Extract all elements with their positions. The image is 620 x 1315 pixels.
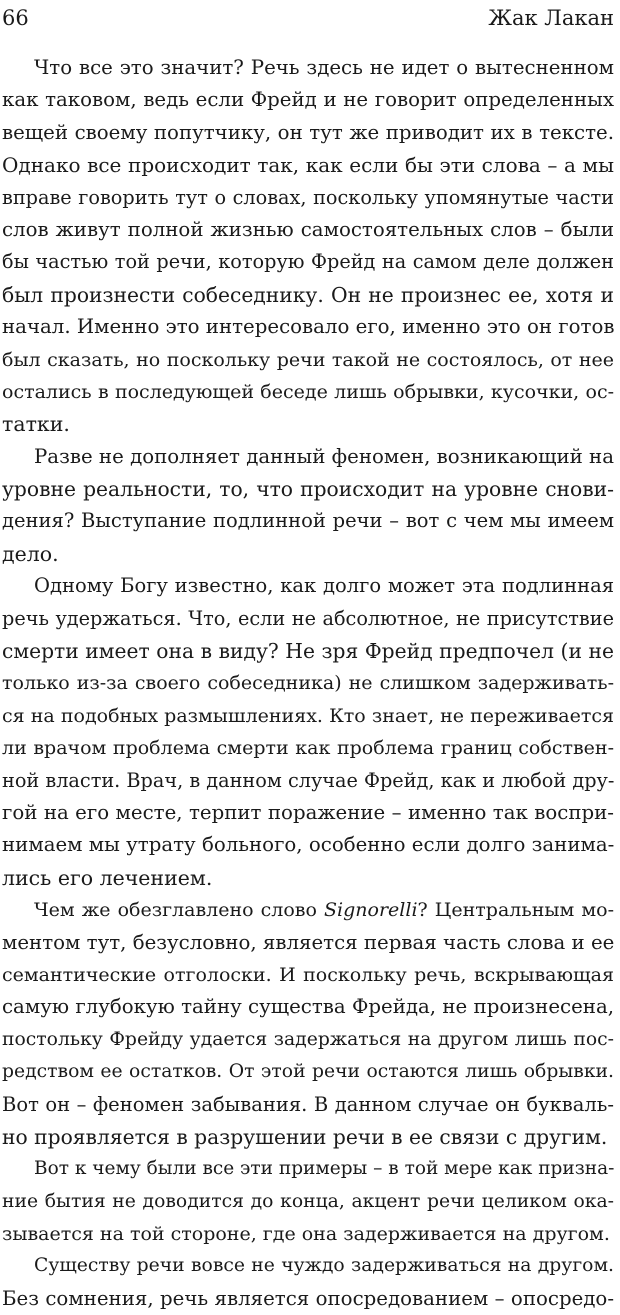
text-line: лись его лечением.	[2, 865, 213, 890]
text-line: самую глубокую тайну существа Фрейда, не произнесена,	[2, 995, 614, 1019]
running-head: Жак Лакан	[488, 6, 614, 30]
text-line: постольку Фрейду удается задержаться на другом лишь пос-	[2, 1028, 614, 1050]
text-line: ся на подобных размышлениях. Кто знает, не переживается	[2, 704, 614, 727]
text-line: Одному Богу известно, как долго может эта подлинная	[34, 574, 614, 598]
text-line: ментом тут, безусловно, является первая часть слова и ее	[2, 930, 615, 954]
text-line: зывается на той стороне, где она задерживается на другом.	[2, 1223, 610, 1246]
text-line: ли врачом проблема смерти как проблема границ собствен-	[2, 737, 614, 760]
text-line: только из-за своего собеседника) не слишком задерживать-	[2, 672, 614, 695]
text-line: Без сомнения, речь является опосредованием – опосредо-	[2, 1286, 614, 1310]
text-line: смерти имеет она в виду? Не зря Фрейд предпочел (и не	[2, 639, 614, 664]
text-line: татки.	[2, 412, 70, 437]
text-line: бы частью той речи, которую Фрейд на самом деле должен	[2, 250, 614, 274]
page-header	[0, 0, 620, 40]
text-line: но проявляется в разрушении речи в ее связи с другим.	[2, 1124, 608, 1149]
text-line: остались в последующей беседе лишь обрывки, кусочки, ос-	[2, 380, 614, 403]
text-line: уровне реальности, то, что происходит на уровне снови-	[2, 477, 614, 502]
text-line: семантические отголоски. И поскольку речь, вскрывающая	[2, 963, 614, 986]
text-line: речь удержаться. Что, если не абсолютное, не присутствие	[2, 606, 614, 630]
text-line: начал. Именно это интересовало его, именно это он готов	[2, 315, 615, 339]
text-line: дело.	[2, 541, 59, 566]
text-segment: Чем же обезглавлено слово	[34, 899, 325, 922]
text-line: гой на его месте, терпит поражение – именно так воспри-	[2, 800, 614, 824]
text-line: был сказать, но поскольку речи такой не состоялось, от нее	[2, 348, 614, 371]
italic-term: Signorelli	[324, 899, 418, 922]
text-line: вещей своему попутчику, он тут же приводит их в тексте.	[2, 120, 614, 144]
text-segment: ? Центральным мо-	[417, 899, 614, 922]
text-line: Вот к чему были все эти примеры – в той мере как призна-	[34, 1158, 615, 1180]
text-line: вправе говорить тут о словах, поскольку упомянутые части	[2, 185, 614, 209]
text-line	[0, 894, 620, 926]
text-line: как таковом, ведь если Фрейд и не говорит определенных	[2, 88, 614, 112]
body-text	[0, 52, 620, 1315]
page-number: 66	[2, 6, 29, 30]
text-line: Что все это значит? Речь здесь не идет о вытесненном	[34, 56, 614, 79]
text-line: ние бытия не доводится до конца, акцент речи целиком ока-	[2, 1190, 614, 1212]
text-line: Разве не дополняет данный феномен, возникающий на	[34, 444, 614, 468]
text-line: был произнести собеседнику. Он не произнес ее, хотя и	[2, 282, 614, 307]
text-line: дения? Выступание подлинной речи – вот с чем мы имеем	[2, 509, 614, 533]
text-line: слов живут полной жизнью самостоятельных слов – были	[2, 217, 614, 241]
text-line: ной власти. Врач, в данном случае Фрейд, как и любой дру-	[2, 768, 615, 792]
text-line: нимаем мы утрату больного, особенно если долго занима-	[2, 833, 615, 857]
text-line: Однако все происходит так, как если бы эти слова – а мы	[2, 153, 614, 178]
text-line: редством ее остатков. От этой речи остаются лишь обрывки.	[2, 1061, 614, 1083]
text-line: Существу речи вовсе не чуждо задерживаться на другом.	[34, 1255, 614, 1277]
text-line: Вот он – феномен забывания. В данном случае он букваль-	[2, 1092, 614, 1116]
